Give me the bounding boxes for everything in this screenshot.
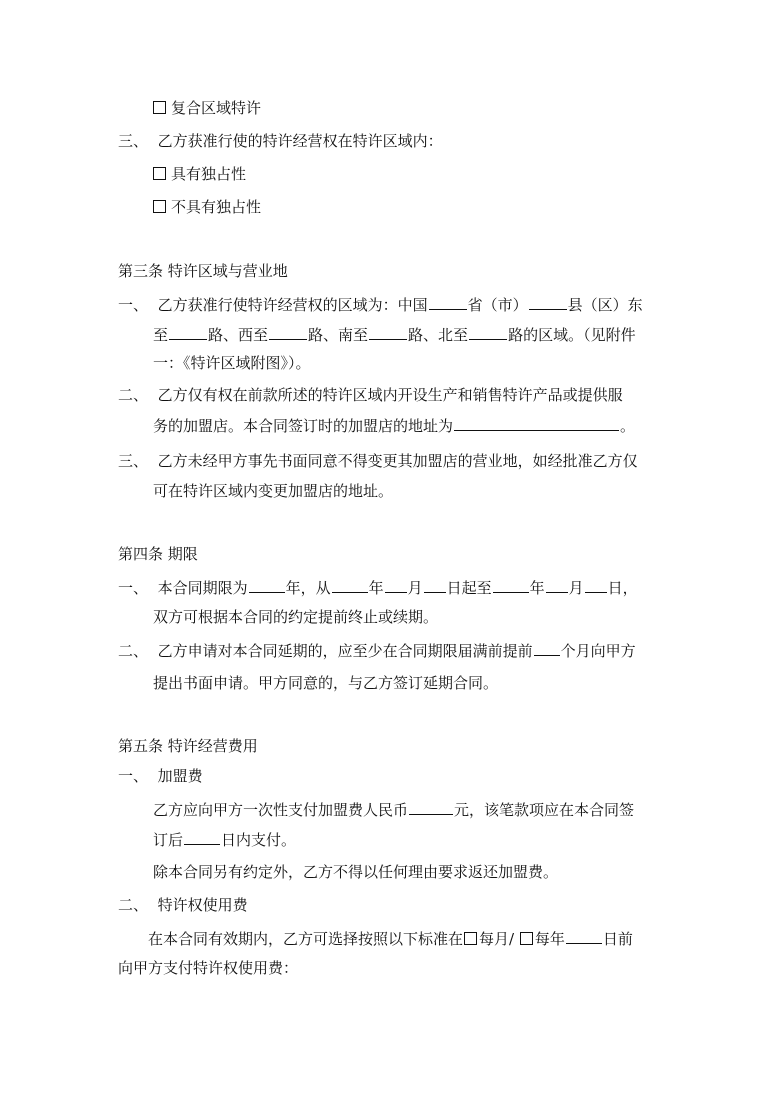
article-3-heading: 第三条 特许区域与营业地 (118, 262, 288, 280)
blank-end-month[interactable] (546, 577, 568, 593)
royalty-paragraph-line2: 向甲方支付特许权使用费： (118, 959, 299, 977)
blank-end-year[interactable] (493, 577, 529, 593)
article-4-item-1-line2: 双方可根据本合同的约定提前终止或续期。 (153, 608, 439, 626)
blank-store-address[interactable] (454, 415, 619, 431)
blank-east-road[interactable] (169, 324, 207, 340)
checkbox-monthly[interactable] (464, 932, 477, 945)
article-4-item-1: 一、 本合同期限为 年，从 年 月 日起至 年 月 日， (118, 579, 638, 597)
article-5-heading: 第五条 特许经营费用 (118, 737, 258, 755)
article-3-item-1: 一、 乙方获准行使特许经营权的区域为：中国 省（市） 县（区）东 (118, 296, 643, 314)
checkbox-nonexclusive[interactable] (153, 200, 166, 213)
article-5-item-1: 一、 加盟费 (118, 767, 203, 785)
blank-months-before[interactable] (534, 640, 560, 656)
option-exclusive: 具有独占性 (153, 164, 246, 184)
franchise-fee-paragraph-line2: 订后 日内支付。 (153, 831, 297, 849)
option-nonexclusive: 不具有独占性 (153, 197, 261, 217)
article-3-item-2-line2: 务的加盟店。本合同签订时的加盟店的地址为 。 (153, 417, 636, 435)
blank-royalty-day[interactable] (566, 928, 602, 944)
article-3-item-3: 三、 乙方未经甲方事先书面同意不得变更其加盟店的营业地，如经批准乙方仅 (118, 452, 638, 470)
blank-start-day[interactable] (424, 577, 446, 593)
article-4-item-2: 二、 乙方申请对本合同延期的，应至少在合同期限届满前提前 个月向甲方 (118, 642, 636, 660)
franchise-fee-paragraph: 乙方应向甲方一次性支付加盟费人民币 元，该笔款项应在本合同签 (153, 801, 635, 819)
blank-west-road[interactable] (269, 324, 307, 340)
checkbox-exclusive[interactable] (153, 167, 166, 180)
blank-start-year[interactable] (332, 577, 368, 593)
article-5-item-2: 二、 特许权使用费 (118, 896, 248, 914)
no-refund-paragraph: 除本合同另有约定外，乙方不得以任何理由要求返还加盟费。 (153, 863, 559, 881)
blank-term-years[interactable] (249, 577, 285, 593)
article-3-item-3-line2: 可在特许区域内变更加盟店的地址。 (153, 482, 394, 500)
article-3-item-2: 二、 乙方仅有权在前款所述的特许区域内开设生产和销售特许产品或提供服 (118, 386, 623, 404)
royalty-paragraph: 在本合同有效期内，乙方可选择按照以下标准在 每月/ 每年 日前 (148, 930, 633, 948)
blank-south-road[interactable] (369, 324, 407, 340)
option-composite-region: 复合区域特许 (153, 98, 261, 118)
blank-start-month[interactable] (385, 577, 407, 593)
article-3-item-1-line3: 一：《特许区域附图》）。 (153, 354, 311, 372)
checkbox-composite[interactable] (153, 101, 166, 114)
blank-end-day[interactable] (585, 577, 607, 593)
clause-2-item-3: 三、 乙方获准行使的特许经营权在特许区域内： (118, 132, 443, 150)
blank-north-road[interactable] (469, 324, 507, 340)
article-4-heading: 第四条 期限 (118, 545, 198, 563)
blank-province[interactable] (429, 294, 467, 310)
blank-payment-days[interactable] (184, 829, 220, 845)
article-4-item-2-line2: 提出书面申请。甲方同意的，与乙方签订延期合同。 (153, 674, 499, 692)
article-3-item-1-line2: 至 路、西至 路、南至 路、北至 路的区域。（见附件 (153, 326, 636, 344)
checkbox-yearly[interactable] (520, 932, 533, 945)
blank-county[interactable] (529, 294, 567, 310)
blank-franchise-fee-amount[interactable] (409, 799, 453, 815)
